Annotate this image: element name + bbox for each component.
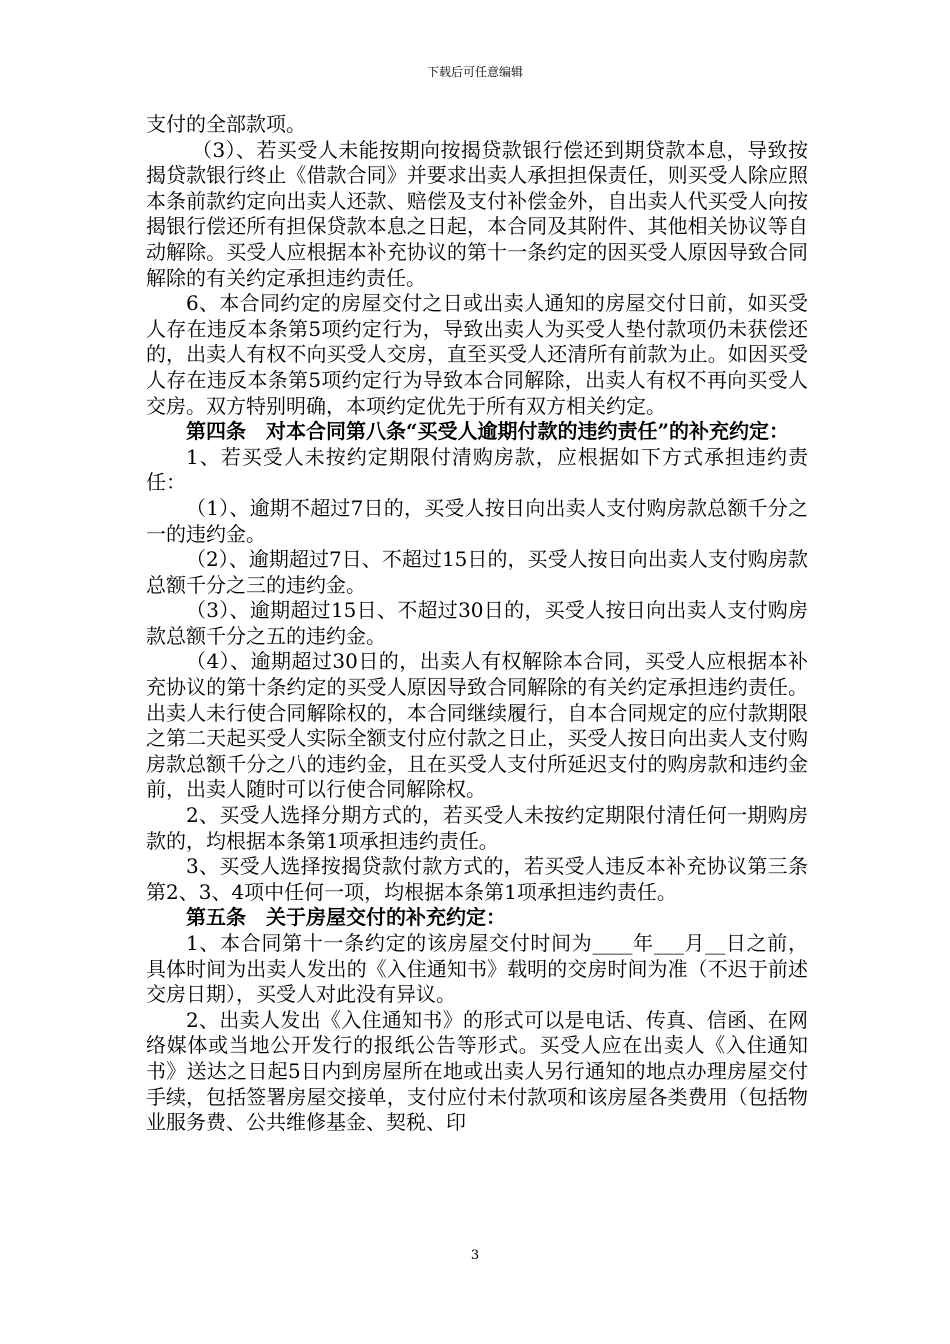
paragraph: （3）、逾期超过15日、不超过30日的，买受人按日向出卖人支付购房款总额千分之五的违约金。 — [146, 598, 808, 648]
paragraph: （2）、逾期超过7日、不超过15日的，买受人按日向出卖人支付购房款总额千分之三的违约金。 — [146, 547, 808, 597]
paragraph: 1、本合同第十一条约定的该房屋交付时间为____年___月__日之前，具体时间为出卖人发出的《入住通知书》载明的交房时间为准（不迟于前述交房日期），买受人对此没有异议。 — [146, 931, 808, 1007]
paragraph: 2、买受人选择分期方式的，若买受人未按约定期限付清任何一期购房款的，均根据本条第1项承担违约责任。 — [146, 803, 808, 853]
section-heading: 第五条 关于房屋交付的补充约定： — [186, 905, 506, 930]
paragraph: 1、若买受人未按约定期限付清购房款，应根据如下方式承担违约责任： — [146, 444, 808, 495]
paragraph: （3）、若买受人未能按期向按揭贷款银行偿还到期贷款本息，导致按揭贷款银行终止《借款合同》并要求出卖人承担担保责任，则买受人除应照本条前款约定向出卖人还款、赔偿及支付补偿金外，自出卖人代买受人向按揭银行偿还所有担保贷款本息之日起，本合同及其附件、其他相关协议等自动解除。买受人应根据本补充协议的第十一条约定的因买受人原因导致合同解除的有关约定承担违约责任。 — [146, 137, 808, 290]
paragraph: 2、出卖人发出《入住通知书》的形式可以是电话、传真、信函、在网络媒体或当地公开发行的报纸公告等形式。买受人应在出卖人《入住通知书》送达之日起5日内到房屋所在地或出卖人另行通知的地点办理房屋交付手续，包括签署房屋交接单，支付应付未付款项和该房屋各类费用（包括物业服务费、公共维修基金、契税、印 — [146, 1007, 808, 1135]
paragraph: 6、本合同约定的房屋交付之日或出卖人通知的房屋交付日前，如买受人存在违反本条第5项约定行为，导致出卖人为买受人垫付款项仍未获偿还的，出卖人有权不向买受人交房，直至买受人还清所有前款为止。如因买受人存在违反本条第5项约定行为导致本合同解除，出卖人有权不再向买受人交房。双方特别明确，本项约定优先于所有双方相关约定。 — [146, 291, 808, 418]
paragraph: 支付的全部款项。 — [146, 112, 306, 136]
paragraph: （1）、逾期不超过7日的，买受人按日向出卖人支付购房款总额千分之一的违约金。 — [146, 495, 808, 546]
page-number: 3 — [470, 1248, 480, 1263]
document-body — [146, 112, 808, 1136]
paragraph: 3、买受人选择按揭贷款付款方式的，若买受人违反本补充协议第三条第2、3、4项中任何一项，均根据本条第1项承担违约责任。 — [146, 854, 808, 904]
page-header: 下载后可任意编辑 — [426, 65, 523, 79]
paragraph: （4）、逾期超过30日的，出卖人有权解除本合同，买受人应根据本补充协议的第十条约定的买受人原因导致合同解除的有关约定承担违约责任。出卖人未行使合同解除权的，本合同继续履行，自本合同规定的应付款期限之第二天起买受人实际全额支付应付款之日止，买受人按日向出卖人支付购房款总额千分之八的违约金，且在买受人支付所延迟支付的购房款和违约金前，出卖人随时可以行使合同解除权。 — [146, 649, 808, 802]
section-heading: 第四条 对本合同第八条“买受人逾期付款的违约责任”的补充约定： — [186, 419, 790, 444]
